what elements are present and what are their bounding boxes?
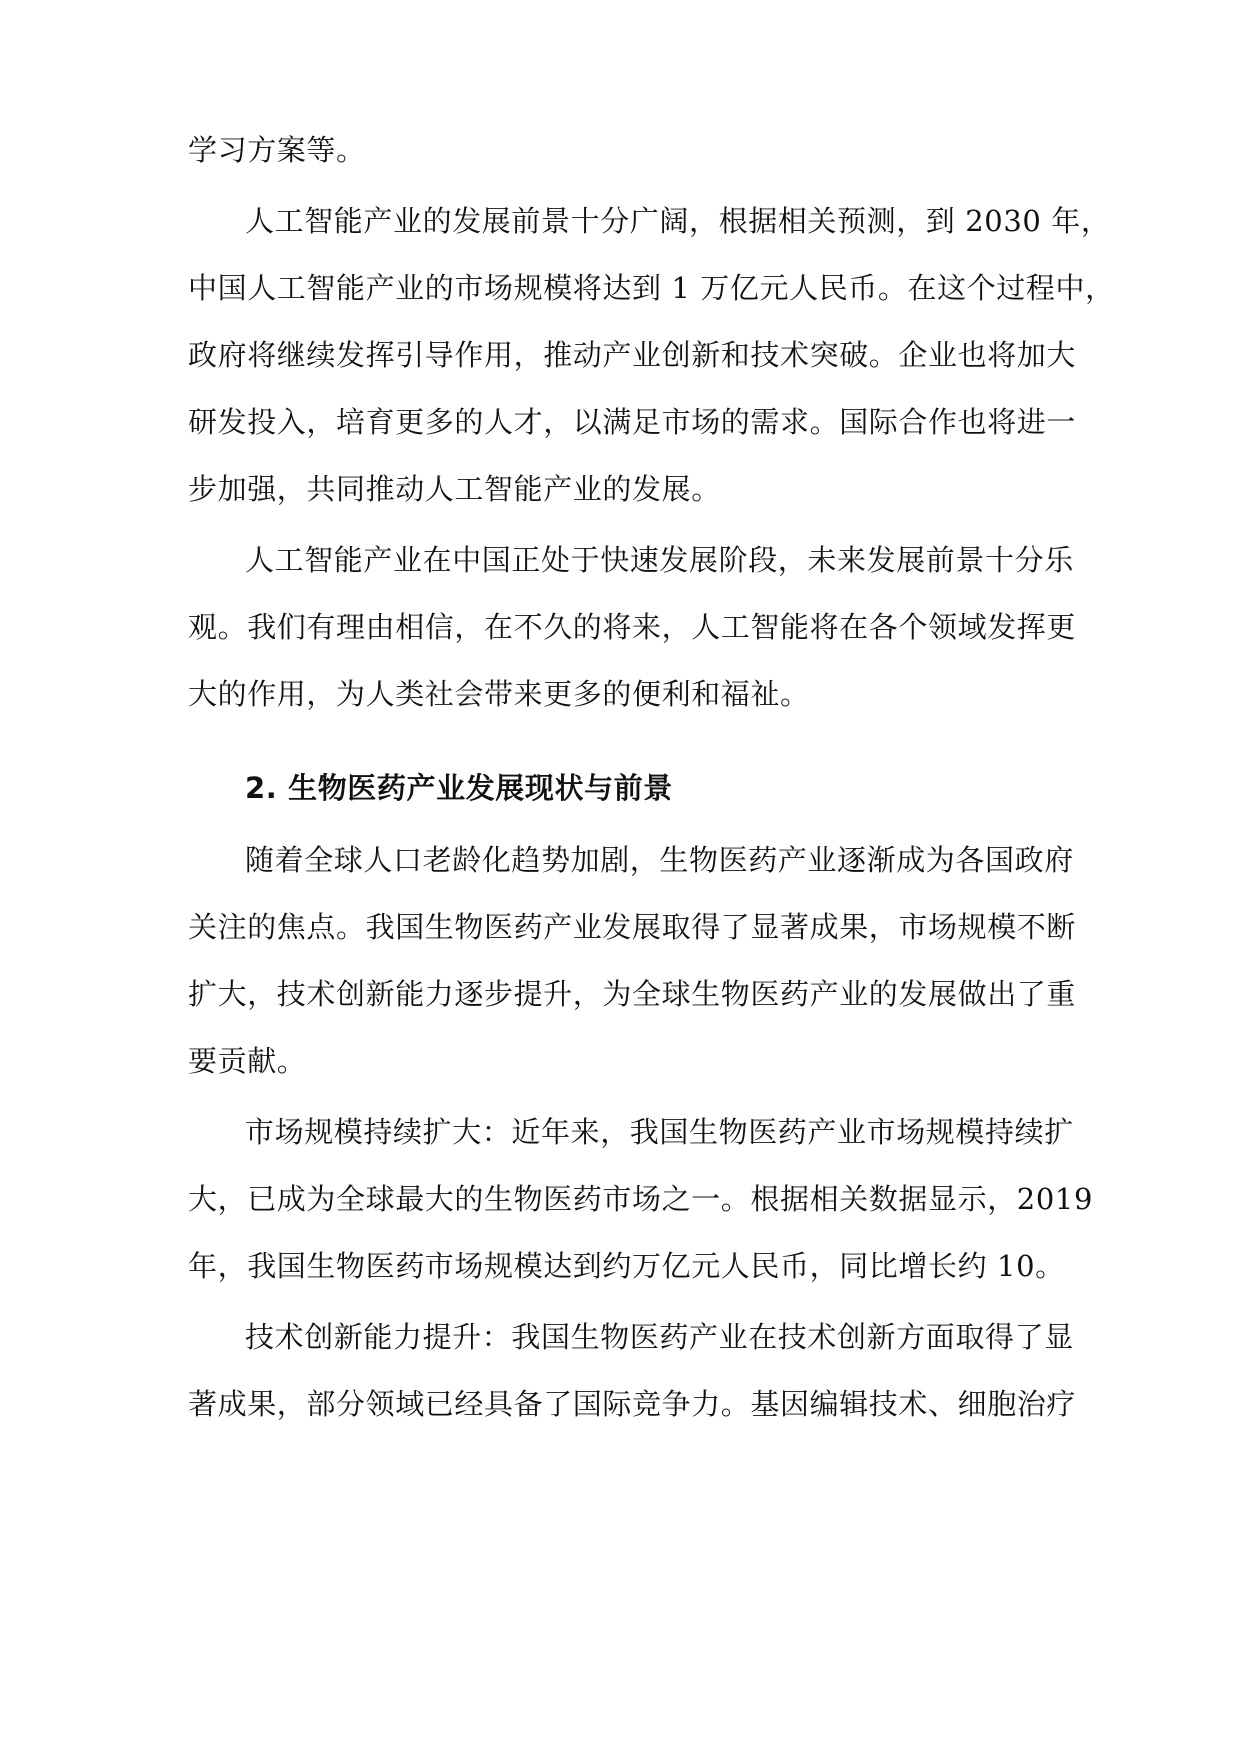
paragraph-first-line: 市场规模持续扩大：近年来，我国生物医药产业市场规模持续扩 <box>245 1115 1074 1149</box>
paragraph-first-line: 技术创新能力提升：我国生物医药产业在技术创新方面取得了显 <box>245 1320 1074 1354</box>
text-line: 扩大，技术创新能力逐步提升，为全球生物医药产业的发展做出了重 <box>188 977 1077 1011</box>
text-line: 中国人工智能产业的市场规模将达到 1 万亿元人民币。在这个过程中， <box>188 271 1115 305</box>
text-line: 著成果，部分领域已经具备了国际竞争力。基因编辑技术、细胞治疗 <box>188 1387 1077 1421</box>
text-line: 大，已成为全球最大的生物医药市场之一。根据相关数据显示，2019 <box>188 1182 1094 1216</box>
text-line: 要贡献。 <box>188 1044 307 1078</box>
text-line: 年，我国生物医药市场规模达到约万亿元人民币，同比增长约 10。 <box>188 1249 1065 1283</box>
text-line: 学习方案等。 <box>188 133 366 167</box>
paragraph-first-line: 随着全球人口老龄化趋势加剧，生物医药产业逐渐成为各国政府 <box>245 843 1074 877</box>
text-line: 步加强，共同推动人工智能产业的发展。 <box>188 472 721 506</box>
text-line: 大的作用，为人类社会带来更多的便利和福祉。 <box>188 677 810 711</box>
section-heading: 2. 生物医药产业发展现状与前景 <box>245 771 673 805</box>
text-line: 关注的焦点。我国生物医药产业发展取得了显著成果，市场规模不断 <box>188 910 1077 944</box>
paragraph-first-line: 人工智能产业在中国正处于快速发展阶段，未来发展前景十分乐 <box>245 543 1074 577</box>
text-line: 观。我们有理由相信，在不久的将来，人工智能将在各个领域发挥更 <box>188 610 1077 644</box>
paragraph-first-line: 人工智能产业的发展前景十分广阔，根据相关预测，到 2030 年， <box>245 204 1111 238</box>
text-line: 研发投入，培育更多的人才，以满足市场的需求。国际合作也将进一 <box>188 405 1077 439</box>
text-line: 政府将继续发挥引导作用，推动产业创新和技术突破。企业也将加大 <box>188 338 1077 372</box>
